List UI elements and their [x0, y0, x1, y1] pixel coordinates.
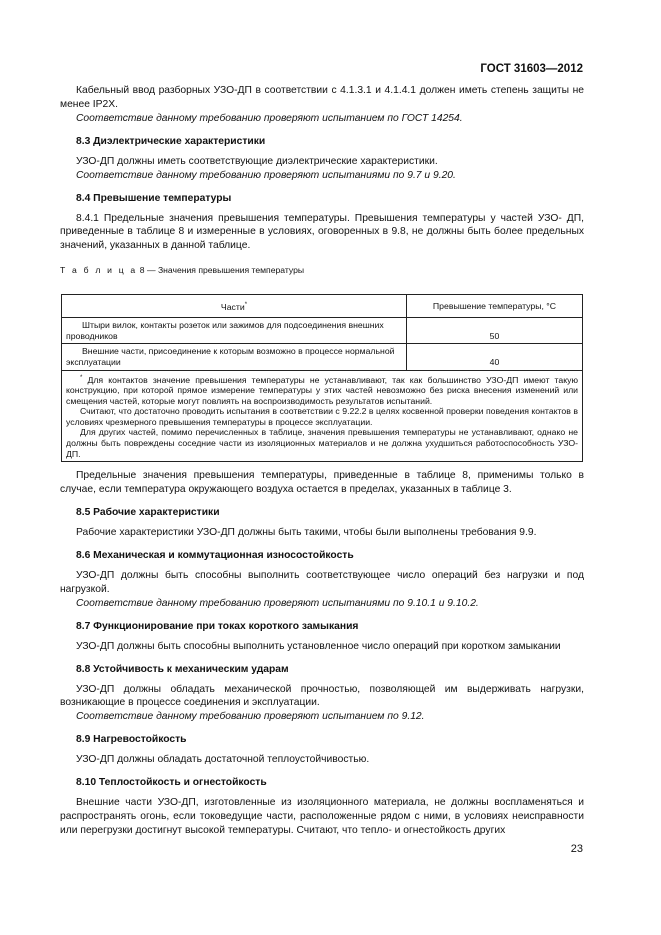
footnote-mark: * — [80, 374, 83, 381]
table-caption — [60, 264, 584, 278]
paragraph-8-9: УЗО-ДП должны обладать достаточной теплоустойчивостью. — [76, 754, 370, 766]
section-heading-8-9: 8.9 Нагревостойкость — [76, 734, 187, 746]
table-row — [62, 318, 583, 344]
paragraph-compliance: Соответствие данному требованию проверяют испытанием по ГОСТ 14254. — [76, 112, 463, 124]
table-cell-value: 50 — [407, 318, 583, 344]
table-caption-text: 8 — Значения превышения температуры — [137, 265, 305, 276]
table-note-1-text: Для контактов значение превышения температуры не устанавливают, так как большинство УЗО-ДП имеют такую конструкцию, при которой прямое измерение температуры у этих частей невозможно без риска внесения изменений или смещения частей, которые могут повлиять на воспроизводимость результатов испытаний. — [66, 374, 578, 406]
table-cell-part-text: Внешние части, присоединение к которым возможно в процессе нормальной эксплуатации — [66, 346, 395, 367]
table-note-row — [62, 370, 583, 462]
paragraph-8-3: УЗО-ДП должны иметь соответствующие диэлектрические характеристики. — [76, 155, 438, 167]
table-header-parts-label: Части — [220, 301, 245, 312]
table-caption-prefix: Т а б л и ц а — [60, 265, 138, 276]
footnote-mark: * — [244, 301, 248, 308]
document-id-header: ГОСТ 31603—2012 — [480, 63, 583, 75]
table-cell-part-text: Штыри вилок, контакты розеток или зажимов для подсоединения внешних проводников — [66, 320, 384, 341]
section-heading-8-10: 8.10 Теплостойкость и огнестойкость — [76, 777, 267, 789]
section-heading-8-6: 8.6 Механическая и коммутационная износостойкость — [76, 549, 354, 561]
page-body — [60, 84, 584, 838]
table-cell-value: 40 — [407, 344, 583, 370]
table-header-temperature: Превышение температуры, °С — [407, 295, 583, 318]
table-row — [62, 344, 583, 370]
paragraph-8-10: Внешние части УЗО-ДП, изготовленные из изоляционного материала, не должны воспламеняться и распространять огонь, если токоведущие части, расположенные рядом с ними, в условиях неисправности или перегрузки достигнут высокой температуры. Считают, что тепло- и огнестойкость других — [60, 797, 584, 836]
table-note-2: Считают, что достаточно проводить испытания в соответствии с 9.22.2 в целях косвенной проверки поведения контактов в условиях чрезмерного превышения температуры в процессе эксплуатации. — [66, 406, 578, 427]
table-cell-part — [62, 318, 407, 344]
paragraph-cable-entry: Кабельный ввод разборных УЗО-ДП в соответствии с 4.1.3.1 и 4.1.4.1 должен иметь степень защиты не менее IP2X. — [60, 85, 584, 110]
section-heading-8-8: 8.8 Устойчивость к механическим ударам — [76, 663, 289, 675]
table-note-3: Для других частей, помимо перечисленных в таблице, значения превышения температуры не устанавливают, однако не должны быть повреждены соседние части из изоляционных материалов и не должна ухудшиться работоспособность УЗО-ДП. — [66, 427, 578, 459]
table-header-parts — [62, 295, 407, 318]
page-number: 23 — [570, 843, 583, 855]
temperature-rise-table — [61, 294, 583, 462]
spacer — [60, 462, 584, 469]
table-cell-part — [62, 344, 407, 370]
paragraph-8-8-compliance: Соответствие данному требованию проверяют испытанием по 9.12. — [76, 711, 425, 723]
paragraph-8-7: УЗО-ДП должны быть способны выполнить установленное число операций при коротком замыкании — [76, 640, 561, 652]
paragraph-8-8: УЗО-ДП должны обладать механической прочностью, позволяющей им выдерживать нагрузки, возникающие в процессе соединения и эксплуатации. — [60, 683, 584, 709]
table-note-1 — [66, 373, 578, 407]
section-heading-8-5: 8.5 Рабочие характеристики — [76, 506, 220, 518]
paragraph-8-5: Рабочие характеристики УЗО-ДП должны быть такими, чтобы были выполнены требования 9.9. — [76, 526, 537, 538]
section-heading-8-7: 8.7 Функционирование при токах короткого замыкания — [76, 620, 359, 632]
table-header-row — [62, 295, 583, 318]
table-note — [62, 370, 583, 462]
paragraph-8-3-compliance: Соответствие данному требованию проверяют испытаниями по 9.7 и 9.20. — [76, 169, 456, 181]
paragraph-8-6: УЗО-ДП должны быть способны выполнить соответствующее число операций без нагрузки и под нагрузкой. — [60, 569, 584, 595]
paragraph-8-6-compliance: Соответствие данному требованию проверяют испытаниями по 9.10.1 и 9.10.2. — [76, 597, 479, 609]
paragraph-after-table: Предельные значения превышения температуры, приведенные в таблице 8, применимы только в случае, если температура окружающего воздуха остается в пределах, указанных в таблице 3. — [60, 470, 584, 496]
paragraph-8-4-1: 8.4.1 Предельные значения превышения температуры. Превышения температуры у частей УЗО- ДП, приведенные в таблице 8 и измеренные в условиях, оговоренных в 9.8, не должны быть более предельных значений, указанных в данной таблице. — [60, 212, 584, 252]
section-heading-8-4: 8.4 Превышение температуры — [76, 192, 232, 204]
section-heading-8-3: 8.3 Диэлектрические характеристики — [76, 135, 266, 147]
